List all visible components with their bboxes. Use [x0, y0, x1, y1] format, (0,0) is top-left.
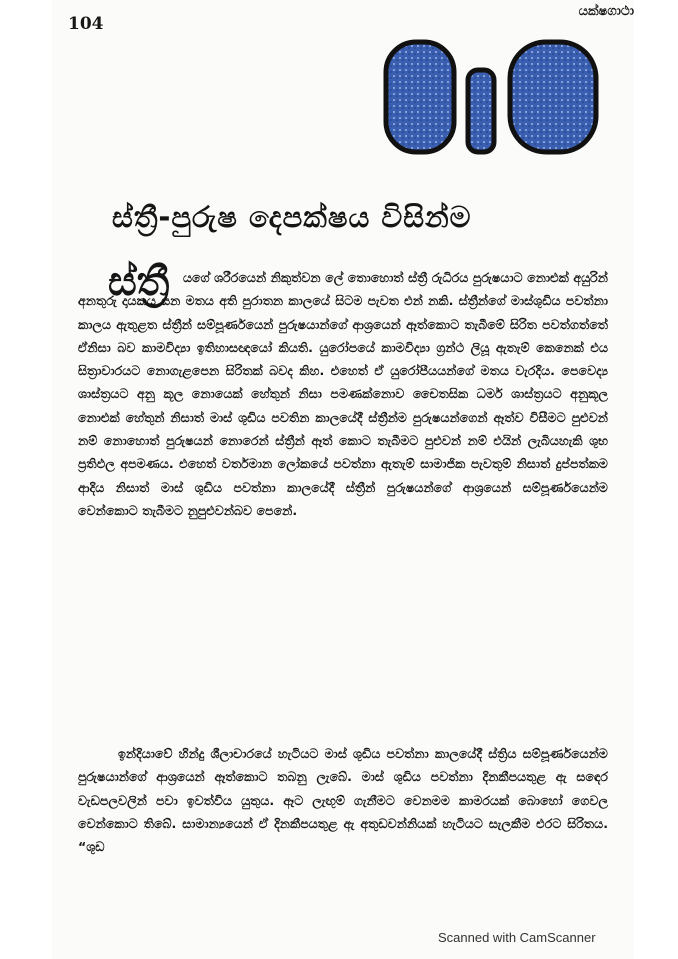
title-text: මාස් — [495, 158, 497, 159]
scanner-watermark: Scanned with CamScanner — [438, 930, 596, 945]
running-head: යක්ෂගාථා — [578, 4, 634, 19]
body-paragraph-2: ඉන්දියාවේ හින්දු ශීලාචාරයේ හැටියට මාස් ශුඩිය පවත්නා කාලයේදී ස්ත්‍රිය සම්පූර්ණයෙන්ම පුරුෂයාන්ගේ ආශ්‍රයෙන් ඈත්කොට තබනු ලැබේ. මාස් ශුඩිය පවත්නා දිනකීපයතුළ ඇ සඳෙර වැඩපලවලින් පවා ඉවත්විය යුතුය. ඈට ලැඟුම් ගැනීමට වෙනමම කාමරයක් බොහෝ ගෙවල වෙන්කොට තිබේ. සාමාන්‍යයෙන් ඒ දිනකීපයතුළ ඇ අතුඩවන්නියක් හැටියට සැලකීම එරට සිරිතය. “ශුඩ — [78, 746, 608, 855]
decorative-title — [380, 32, 610, 164]
drop-cap: ස්ත්‍රී — [108, 259, 170, 305]
article-subtitle: ස්ත්‍රී-පුරුෂ දෙපක්ෂය විසින්ම — [112, 200, 472, 234]
title-graphic — [380, 32, 610, 164]
page-number: 104 — [68, 14, 104, 34]
body-paragraph-1: යගේ ශරීරයෙන් නිකුත්වන ලේ තොහොත් ස්ත්‍රී රුධිරය පුරුෂයාට නොළුක් අයුරින් අනතුරු දායකය යන මතය අති පුරාතන කාලයේ සිටම පැවත එන් නකි. ස්ත්‍රීන්ගේ මාස්ශුඩිය පවත්නා කාලය ඇතුළත ස්ත්‍රීන් සම්පූර්ණයෙන් පුරුෂයාන්ගේ ආශ්‍රයෙන් ඈත්කොට තැබීමේ සිරිත පවත්ගත්තේ ඒනිසා බව කාමවිද්‍යා ඉතිහාසඥයෝ කියති. යුරෝපයේ කාමවිද්‍යා ග්‍රන්ථ ලියූ ඇතැම් කෙනෙක් එය සිත්‍රාවාරයට නොගැළපෙන සිරිතක් බවද කිහ. එහෙත් ඒ යුරෝපීයයන්ගේ මතය වැරදිය. පෙවෙද්‍ය ශාස්ත්‍රයට අනු කූල නොයෙක් හේතුන් නිසා පමණක්නොව චෛතසික ධර්ම ශාස්ත්‍රයට අනුකූල නොළුක් හේතුන් නිසාත් මාස් ශුඩිය පවතින කාලයේදී ස්ත්‍රීන්ම පුරුෂයන්ගෙන් ඈත්ව විසීමට පුළුවන් නම් නොහොත් පුරුෂයන් නොරෙන් ස්ත්‍රීන් ඈත් කොට තැබීමට පුළුවන් නම් එයින් ලැබියහැකි ශුභ ප්‍රතිඵල අපමණය. එහෙත් වර්තමාන ලෝකයේ පවත්නා ඇතැම් සාමාජික පැවතුම් නිසාත් දුප්පත්කම ආදිය නිසාත් මාස් ශුඩිය පවත්නා කාලයේදී ස්ත්‍රීන් පුරුෂයන්ගේ ආශ්‍රයෙන් සම්පූර්ණයෙන්ම වෙන්කොට තැබීමට නුපුළුවන්බව පෙනේ. — [78, 270, 608, 518]
